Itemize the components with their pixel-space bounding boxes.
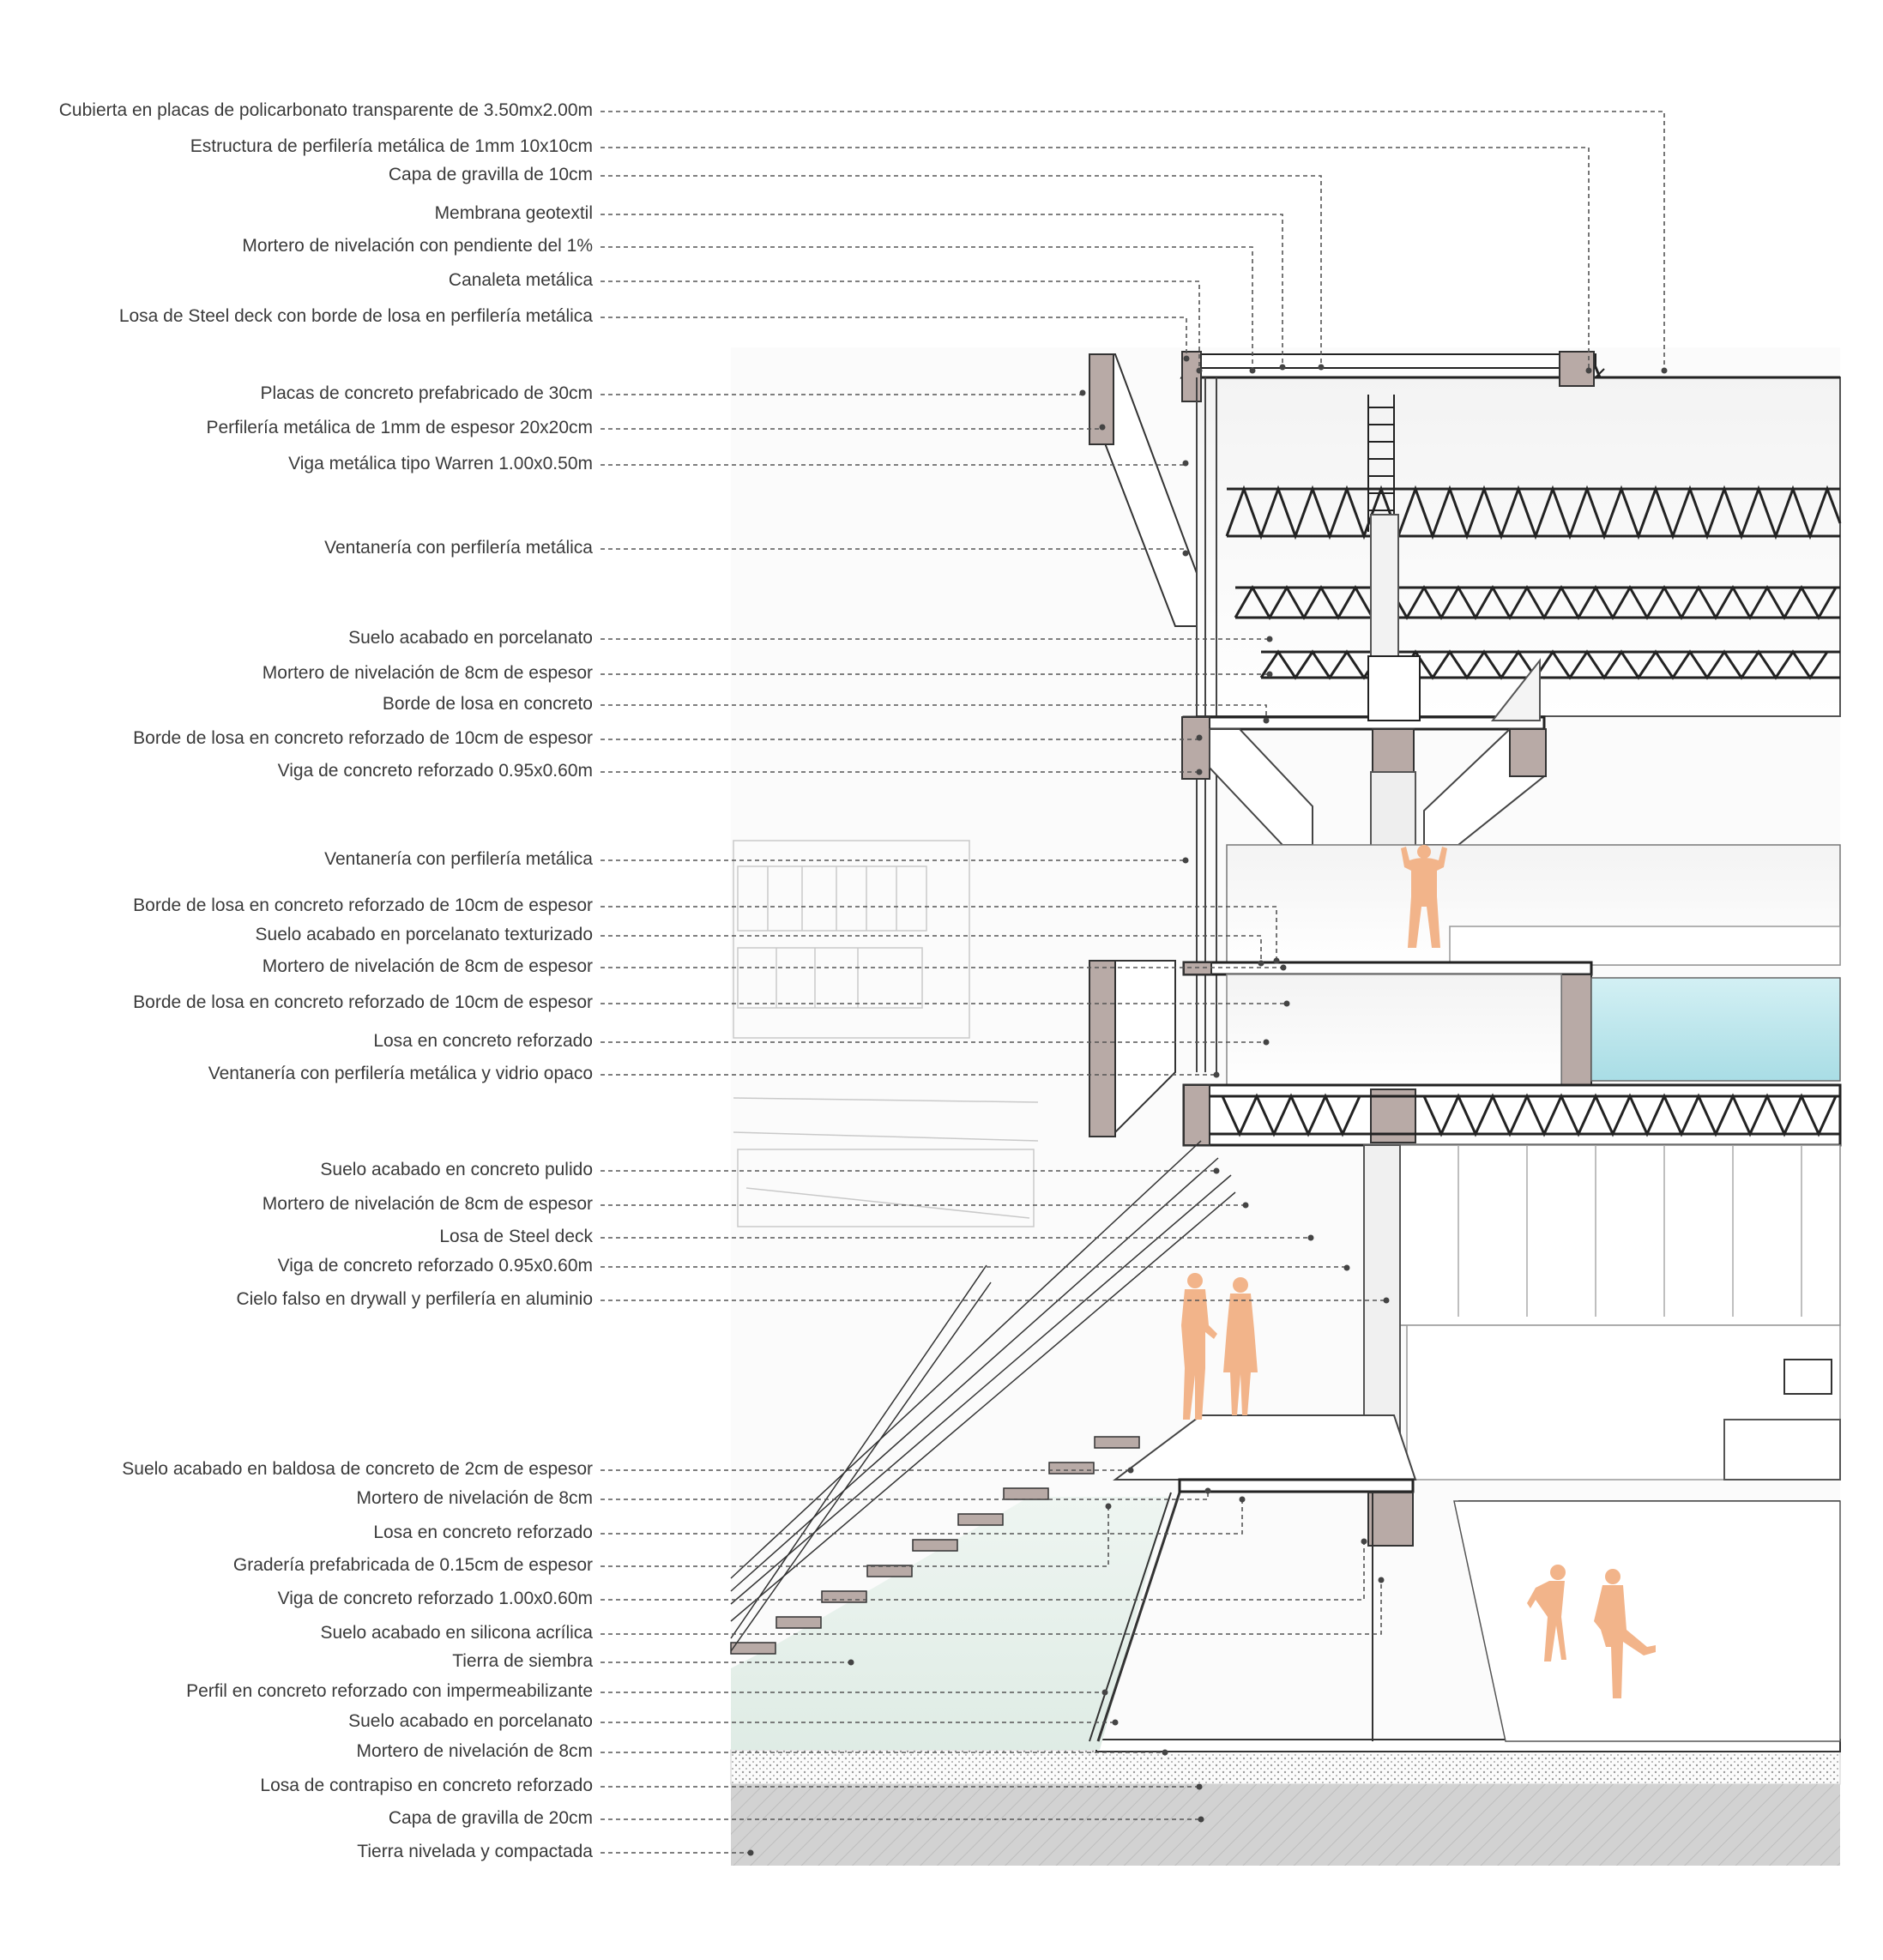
leader-dot bbox=[1379, 1577, 1385, 1583]
beam-level-2-b bbox=[1373, 729, 1414, 772]
beam-level-2-d bbox=[1510, 729, 1546, 776]
annotation-label: Estructura de perfilería metálica de 1mm 10x10cm bbox=[190, 136, 593, 156]
annotation-label: Tierra de siembra bbox=[452, 1651, 593, 1671]
leader-dot bbox=[1258, 961, 1264, 967]
annotation-label: Ventanería con perfilería metálica y vidrio opaco bbox=[208, 1064, 593, 1083]
leader-dot bbox=[1319, 365, 1325, 371]
leader-dot bbox=[1243, 1203, 1249, 1209]
annotation-label: Suelo acabado en concreto pulido bbox=[320, 1160, 593, 1179]
annotation-label: Mortero de nivelación de 8cm bbox=[356, 1488, 593, 1508]
annotation-label: Cielo falso en drywall y perfilería en aluminio bbox=[236, 1289, 593, 1309]
leader-dot bbox=[1344, 1265, 1350, 1271]
leader-dot bbox=[1250, 368, 1256, 374]
leader-line bbox=[601, 148, 1589, 371]
annotation-label: Canaleta metálica bbox=[448, 270, 593, 290]
gym-mirror-wall bbox=[1450, 926, 1840, 965]
annotation-label: Viga de concreto reforzado 1.00x0.60m bbox=[277, 1589, 593, 1608]
annotation-label: Losa de Steel deck con borde de losa en perfilería metálica bbox=[118, 306, 593, 326]
annotation-label: Losa en concreto reforzado bbox=[373, 1031, 593, 1051]
leader-dot bbox=[1106, 1504, 1112, 1510]
leader-dot bbox=[1361, 1539, 1367, 1545]
basketball-backboard bbox=[1784, 1360, 1832, 1394]
leader-dot bbox=[1662, 368, 1668, 374]
leader-dot bbox=[748, 1850, 754, 1856]
leader-dot bbox=[1197, 735, 1203, 741]
annotation-label: Capa de gravilla de 10cm bbox=[388, 165, 593, 184]
leader-line bbox=[601, 112, 1664, 371]
leader-dot bbox=[1205, 1488, 1211, 1494]
annotation-label: Borde de losa en concreto reforzado de 10cm de espesor bbox=[133, 992, 593, 1012]
pool-room bbox=[1227, 974, 1561, 1086]
annotation-label: Suelo acabado en silicona acrílica bbox=[320, 1623, 593, 1643]
leader-dot bbox=[1240, 1497, 1246, 1503]
leader-dot bbox=[1197, 1784, 1203, 1790]
annotation-label: Mortero de nivelación de 8cm de espesor bbox=[262, 663, 593, 683]
annotation-label: Perfilería metálica de 1mm de espesor 20x20cm bbox=[206, 418, 593, 437]
leader-dot bbox=[1197, 368, 1203, 374]
leader-dot bbox=[1183, 551, 1189, 557]
annotation-label: Borde de losa en concreto reforzado de 10cm de espesor bbox=[133, 896, 593, 915]
terrace-beam bbox=[1368, 1493, 1413, 1546]
leader-dot bbox=[1264, 718, 1270, 724]
leader-dot bbox=[1586, 368, 1592, 374]
leader-dot bbox=[1214, 1168, 1220, 1174]
roof-canaleta bbox=[1188, 354, 1596, 368]
leader-dot bbox=[848, 1660, 854, 1666]
leader-dot bbox=[1384, 1298, 1390, 1304]
annotation-label: Capa de gravilla de 20cm bbox=[388, 1808, 593, 1828]
leader-dot bbox=[1198, 1817, 1204, 1823]
annotation-label: Placas de concreto prefabricado de 30cm bbox=[260, 383, 593, 403]
annotation-label: Losa en concreto reforzado bbox=[373, 1523, 593, 1542]
slab-steel-deck-edge bbox=[1184, 1085, 1210, 1145]
pool-tank-wall bbox=[1561, 974, 1591, 1086]
leader-dot bbox=[1214, 1072, 1220, 1078]
leader-dot bbox=[1183, 461, 1189, 467]
annotation-label: Suelo acabado en porcelanato bbox=[348, 628, 593, 648]
leader-dot bbox=[1284, 1001, 1290, 1007]
precast-panel-top-edge bbox=[1089, 354, 1114, 444]
slab-level-2 bbox=[1184, 717, 1544, 729]
leader-dot bbox=[1197, 769, 1203, 775]
leader-dot bbox=[1274, 958, 1280, 964]
leader-dot bbox=[1113, 1720, 1119, 1726]
annotation-label: Losa de Steel deck bbox=[439, 1227, 593, 1246]
leader-dot bbox=[1100, 425, 1106, 431]
leader-dot bbox=[1267, 672, 1273, 678]
leader-dot bbox=[1128, 1468, 1134, 1474]
annotation-label: Viga de concreto reforzado 0.95x0.60m bbox=[277, 761, 593, 781]
leader-line bbox=[601, 214, 1282, 367]
annotation-label: Ventanería con perfilería metálica bbox=[324, 849, 593, 869]
leader-dot bbox=[1308, 1235, 1314, 1241]
leader-dot bbox=[1280, 365, 1286, 371]
annotation-label: Viga de concreto reforzado 0.95x0.60m bbox=[277, 1256, 593, 1276]
leader-line bbox=[601, 176, 1321, 367]
annotation-label: Perfil en concreto reforzado con impermeabilizante bbox=[186, 1681, 593, 1701]
leader-dot bbox=[1267, 636, 1273, 642]
annotation-label: Mortero de nivelación de 8cm de espesor bbox=[262, 956, 593, 976]
annotation-label: Ventanería con perfilería metálica bbox=[324, 538, 593, 558]
slab-level-pool-edge bbox=[1184, 962, 1211, 974]
roof-room bbox=[1197, 377, 1840, 716]
leader-dot bbox=[1184, 356, 1190, 362]
leader-dot bbox=[1162, 1750, 1168, 1756]
annotation-label: Membrana geotextil bbox=[434, 203, 593, 223]
annotation-label: Viga metálica tipo Warren 1.00x0.50m bbox=[288, 454, 593, 473]
pool-water bbox=[1591, 978, 1840, 1081]
annotation-label: Cubierta en placas de policarbonato transparente de 3.50mx2.00m bbox=[58, 100, 593, 120]
annotation-label: Mortero de nivelación de 8cm bbox=[356, 1741, 593, 1761]
gravel-layer bbox=[731, 1750, 1840, 1784]
terrace-slab bbox=[1180, 1480, 1413, 1492]
annotation-label: Mortero de nivelación con pendiente del 1% bbox=[242, 236, 593, 256]
leader-dot bbox=[1102, 1690, 1108, 1696]
ground-hatch bbox=[731, 1784, 1840, 1866]
stair-core bbox=[1368, 656, 1420, 721]
leader-dot bbox=[1080, 390, 1086, 396]
annotation-label: Borde de losa en concreto bbox=[382, 694, 593, 714]
annotation-label: Suelo acabado en porcelanato bbox=[348, 1711, 593, 1731]
slab-level-pool bbox=[1184, 962, 1591, 974]
annotation-label: Losa de contrapiso en concreto reforzado bbox=[260, 1776, 593, 1795]
leader-dot bbox=[1183, 858, 1189, 864]
annotation-label: Tierra nivelada y compactada bbox=[357, 1842, 593, 1861]
annotation-label: Borde de losa en concreto reforzado de 10cm de espesor bbox=[133, 728, 593, 748]
lower-hall bbox=[1364, 1145, 1840, 1325]
bleacher-block bbox=[1724, 1420, 1840, 1480]
leader-dot bbox=[1264, 1040, 1270, 1046]
leader-dot bbox=[1281, 965, 1287, 971]
annotation-label: Mortero de nivelación de 8cm de espesor bbox=[262, 1194, 593, 1214]
annotation-label: Suelo acabado en porcelanato texturizado bbox=[255, 925, 593, 944]
precast-panel-mid bbox=[1089, 961, 1115, 1137]
annotation-label: Gradería prefabricada de 0.15cm de espesor bbox=[232, 1555, 593, 1575]
slab-level-2-edge bbox=[1182, 717, 1210, 779]
sports-hall-floor bbox=[1454, 1501, 1840, 1741]
annotation-label: Suelo acabado en baldosa de concreto de 2cm de espesor bbox=[122, 1459, 593, 1479]
